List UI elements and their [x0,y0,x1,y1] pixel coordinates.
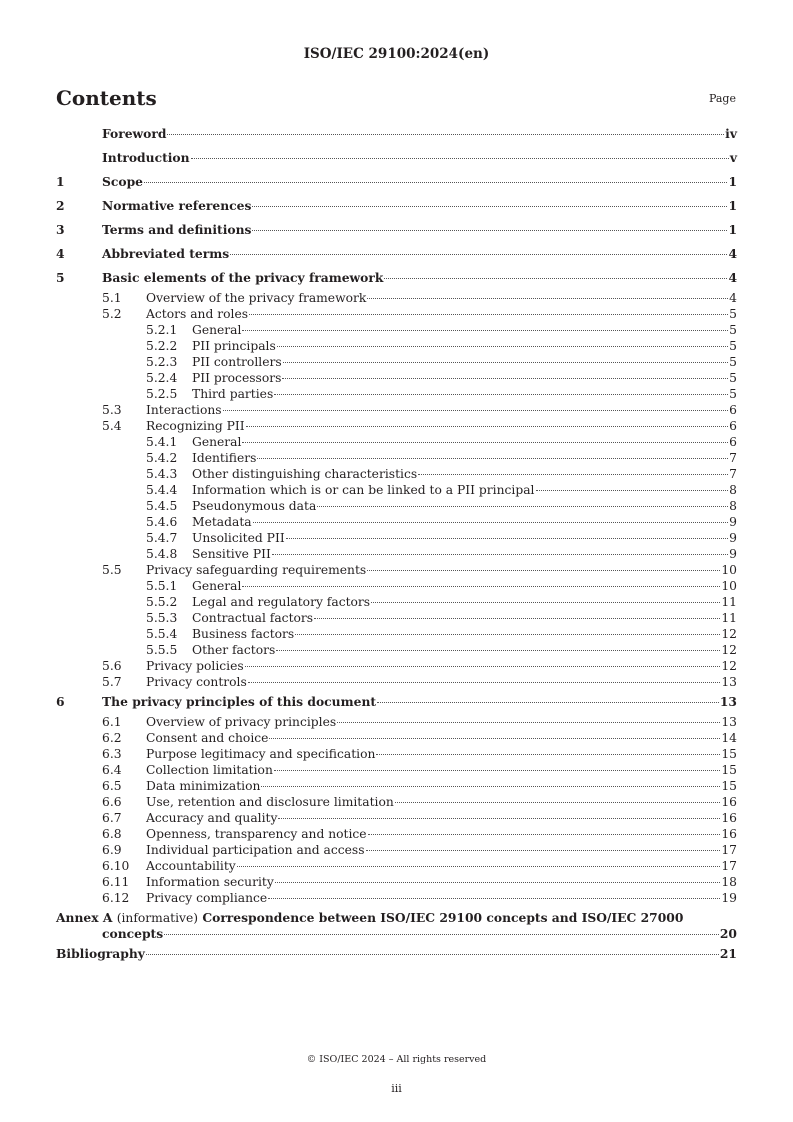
toc-entry[interactable] [56,146,737,170]
toc-entry-number: 6.8 [102,827,122,841]
dot-leader [395,802,721,803]
dot-leader [242,330,728,331]
toc-entry-number: 5.5.1 [146,579,178,593]
dot-leader [283,362,729,363]
toc-entry-title: General [192,323,242,337]
toc-entry[interactable] [56,434,737,450]
toc-entry[interactable] [56,778,737,794]
toc-entry-title: Metadata [192,515,252,529]
toc-entry-page: 6 [729,403,737,417]
dot-leader [245,666,721,667]
copyright-footer: © ISO/IEC 2024 – All rights reserved [306,1054,487,1065]
toc-entry[interactable] [56,842,737,858]
toc-entry-number: 3 [56,222,65,237]
toc-entry-number: 5.5.3 [146,611,178,625]
toc-entry[interactable] [56,514,737,530]
toc-entry-number: 6.5 [102,779,122,793]
toc-entry-page: 1 [728,198,737,213]
toc-entry-title: Contractual factors [192,611,314,625]
toc-entry-title: Information security [146,875,274,889]
toc-entry-page: 6 [729,419,737,433]
toc-entry-number: 5.2.5 [146,387,178,401]
toc-entry-number: 5.6 [102,659,122,673]
toc-entry-page: 5 [729,371,737,385]
toc-entry-title: General [192,579,242,593]
toc-entry-title: Other distinguishing characteristics [192,467,418,481]
toc-entry-title: Data minimization [146,779,261,793]
dot-leader [146,954,719,955]
toc-entry-number: 6.11 [102,875,130,889]
toc-entry-title: Interactions [146,403,222,417]
dot-leader [295,634,720,635]
toc-entry-title: Accountability [146,859,236,873]
toc-entry[interactable] [56,218,737,242]
toc-entry-page: 13 [721,675,737,689]
toc-entry-number: 4 [56,246,65,261]
toc-entry-page: 11 [721,595,737,609]
toc-entry[interactable] [56,370,737,386]
toc-entry-title: Recognizing PII [146,419,245,433]
toc-entry-title: The privacy principles of this document [102,694,377,709]
toc-entry-page: 4 [729,291,737,305]
toc-entry-page: 15 [721,763,737,777]
annex-title-line2 [56,926,737,942]
toc-entry-number: 5.4.6 [146,515,178,529]
toc-entry-number: 5.4.2 [146,451,178,465]
dot-leader [230,254,727,255]
toc-entry-title: Privacy policies [146,659,244,673]
toc-entry-title: Pseudonymous data [192,499,317,513]
toc-entry-number: 5.2 [102,307,122,321]
bibliography-page: 21 [719,946,737,961]
toc-entry-page: 6 [729,435,737,449]
toc-entry-number: 5.1 [102,291,122,305]
toc-entry-title: Unsolicited PII [192,531,285,545]
toc-entry-number: 6 [56,694,65,709]
dot-leader [418,474,728,475]
toc-entry[interactable] [56,290,737,306]
toc-entry-number: 5 [56,270,65,285]
toc-entry[interactable] [56,386,737,402]
toc-entry-title: PII principals [192,339,276,353]
toc-entry-page: 11 [721,611,737,625]
toc-entry[interactable] [56,562,737,578]
toc-entry-page: 8 [729,499,737,513]
toc-entry[interactable] [56,194,737,218]
toc-entry[interactable] [56,658,737,674]
dot-leader [257,458,728,459]
toc-entry-number: 5.5.5 [146,643,178,657]
toc-entry[interactable] [56,266,737,290]
dot-leader [252,206,727,207]
dot-leader [253,522,729,523]
toc-entry-title: Terms and definitions [102,222,252,237]
toc-entry-number: 1 [56,174,65,189]
toc-entry[interactable] [56,690,737,714]
toc-entry-number: 5.2.4 [146,371,178,385]
toc-entry-page: 4 [728,270,737,285]
toc-entry-number: 5.5.4 [146,627,178,641]
toc-entry-number: 5.2.1 [146,323,178,337]
toc-entry[interactable] [56,418,737,434]
annex-title-continued: concepts [102,926,164,941]
toc-entry-title: PII controllers [192,355,282,369]
toc-entry-title: Other factors [192,643,276,657]
toc-entry-title: Overview of the privacy framework [146,291,367,305]
toc-entry-number: 6.6 [102,795,122,809]
toc-entry-title: PII processors [192,371,282,385]
dot-leader [276,650,720,651]
toc-entry-number: 5.2.3 [146,355,178,369]
toc-entry[interactable] [56,578,737,594]
table-of-contents [56,122,737,966]
toc-entry-page: 14 [721,731,737,745]
toc-entry-number: 5.4 [102,419,122,433]
toc-entry-title: Foreword [102,126,167,141]
toc-entry-title: Identifiers [192,451,257,465]
page-column-label: Page [708,92,736,105]
toc-entry-number: 6.1 [102,715,122,729]
toc-entry-page: 5 [729,355,737,369]
annex-title-line1 [56,910,737,926]
toc-entry[interactable] [56,466,737,482]
toc-entry-number: 6.9 [102,843,122,857]
dot-leader [274,394,728,395]
toc-entry-title: Actors and roles [146,307,249,321]
toc-entry-page: 5 [729,387,737,401]
dot-leader [277,346,728,347]
dot-leader [268,898,720,899]
toc-entry-number: 5.2.2 [146,339,178,353]
dot-leader [366,850,721,851]
toc-entry-number: 5.3 [102,403,122,417]
dot-leader [223,410,729,411]
toc-entry[interactable] [56,594,737,610]
toc-entry-page: 1 [728,222,737,237]
toc-entry[interactable] [56,810,737,826]
annex-page: 20 [719,926,737,941]
toc-entry-page: 13 [719,694,737,709]
toc-entry-page: 16 [721,795,737,809]
toc-entry-page: 12 [721,627,737,641]
dot-leader [144,182,727,183]
toc-entry-title: General [192,435,242,449]
dot-leader [242,586,720,587]
dot-leader [367,570,720,571]
dot-leader [536,490,729,491]
annex-kind: (informative) [116,911,199,925]
toc-entry-page: 12 [721,643,737,657]
toc-entry[interactable] [56,122,737,146]
toc-entry[interactable] [56,354,737,370]
toc-entry-page: 5 [729,307,737,321]
toc-entry-number: 6.4 [102,763,122,777]
dot-leader [242,442,728,443]
toc-entry-title: Openness, transparency and notice [146,827,367,841]
toc-entry-page: 5 [729,339,737,353]
toc-entry-title: Business factors [192,627,295,641]
toc-entry-page: 16 [721,827,737,841]
toc-entry-number: 5.4.7 [146,531,178,545]
toc-entry-bibliography[interactable] [56,942,737,966]
toc-entry[interactable] [56,242,737,266]
toc-entry[interactable] [56,498,737,514]
toc-entry[interactable] [56,794,737,810]
toc-entry[interactable] [56,626,737,642]
toc-entry-title: Use, retention and disclosure limitation [146,795,394,809]
toc-entry-title: Privacy compliance [146,891,268,905]
toc-entry-page: 4 [728,246,737,261]
toc-entry[interactable] [56,858,737,874]
toc-entry[interactable] [56,530,737,546]
toc-entry[interactable] [56,402,737,418]
toc-entry[interactable] [56,762,737,778]
toc-entry-number: 6.12 [102,891,130,905]
toc-entry-title: Introduction [102,150,190,165]
dot-leader [248,682,721,683]
dot-leader [167,134,724,135]
page-number: iii [391,1082,402,1095]
page-title: Contents [56,86,157,110]
toc-entry-title: Individual participation and access [146,843,365,857]
toc-entry-number: 6.2 [102,731,122,745]
dot-leader [191,158,729,159]
toc-entry[interactable] [56,450,737,466]
dot-leader [314,618,720,619]
toc-entry-title: Privacy safeguarding requirements [146,563,367,577]
dot-leader [272,554,728,555]
toc-entry[interactable] [56,170,737,194]
toc-entry-page: 7 [729,467,737,481]
dot-leader [275,882,721,883]
toc-entry-page: 9 [729,515,737,529]
toc-entry-title: Third parties [192,387,274,401]
toc-entry-title: Privacy controls [146,675,247,689]
dot-leader [274,770,720,771]
toc-entry-title: Consent and choice [146,731,269,745]
toc-entry[interactable] [56,730,737,746]
document-header: ISO/IEC 29100:2024(en) [303,46,490,62]
toc-entry-page: 12 [721,659,737,673]
toc-entry-page: v [729,150,737,165]
toc-entry[interactable] [56,890,737,906]
toc-entry-page: 1 [728,174,737,189]
toc-entry-title: Overview of privacy principles [146,715,337,729]
toc-entry-title: Sensitive PII [192,547,271,561]
dot-leader [261,786,720,787]
toc-entry-page: 15 [721,779,737,793]
toc-entry-page: 19 [721,891,737,905]
dot-leader [376,754,720,755]
toc-entry-title: Normative references [102,198,252,213]
dot-leader [246,426,729,427]
toc-entry-page: 10 [721,579,737,593]
dot-leader [269,738,720,739]
toc-entry-number: 5.4.3 [146,467,178,481]
toc-entry[interactable] [56,674,737,690]
dot-leader [368,834,721,835]
toc-entry-page: 17 [721,843,737,857]
toc-entry-number: 6.3 [102,747,122,761]
toc-entry-page: 7 [729,451,737,465]
toc-entry[interactable] [56,322,737,338]
dot-leader [371,602,720,603]
toc-entry-number: 5.5 [102,563,122,577]
dot-leader [252,230,727,231]
toc-entry-title: Information which is or can be linked to a PII principal [192,483,535,497]
toc-entry[interactable] [56,826,737,842]
toc-entry-number: 2 [56,198,65,213]
toc-entry-page: iv [725,126,737,141]
toc-entry-page: 16 [721,811,737,825]
toc-entry-title: Basic elements of the privacy framework [102,270,384,285]
toc-entry[interactable] [56,482,737,498]
dot-leader [317,506,728,507]
toc-entry-page: 18 [721,875,737,889]
dot-leader [367,298,728,299]
toc-entry[interactable] [56,746,737,762]
dot-leader [164,934,719,935]
toc-entry-annex[interactable] [56,910,737,942]
toc-entry-page: 9 [729,547,737,561]
toc-entry-number: 5.4.8 [146,547,178,561]
dot-leader [278,818,720,819]
dot-leader [282,378,728,379]
toc-entry[interactable] [56,546,737,562]
toc-entry-page: 17 [721,859,737,873]
toc-entry-page: 8 [729,483,737,497]
toc-entry[interactable] [56,714,737,730]
toc-entry-title: Collection limitation [146,763,273,777]
annex-title: Correspondence between ISO/IEC 29100 concepts and ISO/IEC 27000 [202,910,684,925]
toc-entry-title: Scope [102,174,143,189]
toc-entry-title: Legal and regulatory factors [192,595,371,609]
toc-entry-page: 10 [721,563,737,577]
toc-entry-title: Accuracy and quality [146,811,278,825]
toc-entry-page: 5 [729,323,737,337]
bibliography-title: Bibliography [56,946,145,961]
toc-entry[interactable] [56,610,737,626]
toc-entry-number: 5.7 [102,675,122,689]
toc-entry-title: Abbreviated terms [102,246,230,261]
dot-leader [337,722,720,723]
dot-leader [249,314,728,315]
toc-entry-page: 9 [729,531,737,545]
toc-entry-number: 5.4.5 [146,499,178,513]
annex-label: Annex A [56,910,113,925]
toc-entry-number: 5.4.1 [146,435,178,449]
toc-entry[interactable] [56,642,737,658]
toc-entry-page: 13 [721,715,737,729]
dot-leader [237,866,721,867]
toc-entry-number: 5.4.4 [146,483,178,497]
toc-entry[interactable] [56,338,737,354]
toc-entry-number: 6.10 [102,859,130,873]
toc-entry-title: Purpose legitimacy and specification [146,747,376,761]
toc-entry-number: 5.5.2 [146,595,178,609]
toc-entry[interactable] [56,874,737,890]
toc-entry[interactable] [56,306,737,322]
toc-entry-number: 6.7 [102,811,122,825]
dot-leader [384,278,727,279]
dot-leader [377,702,719,703]
dot-leader [286,538,729,539]
toc-entry-page: 15 [721,747,737,761]
